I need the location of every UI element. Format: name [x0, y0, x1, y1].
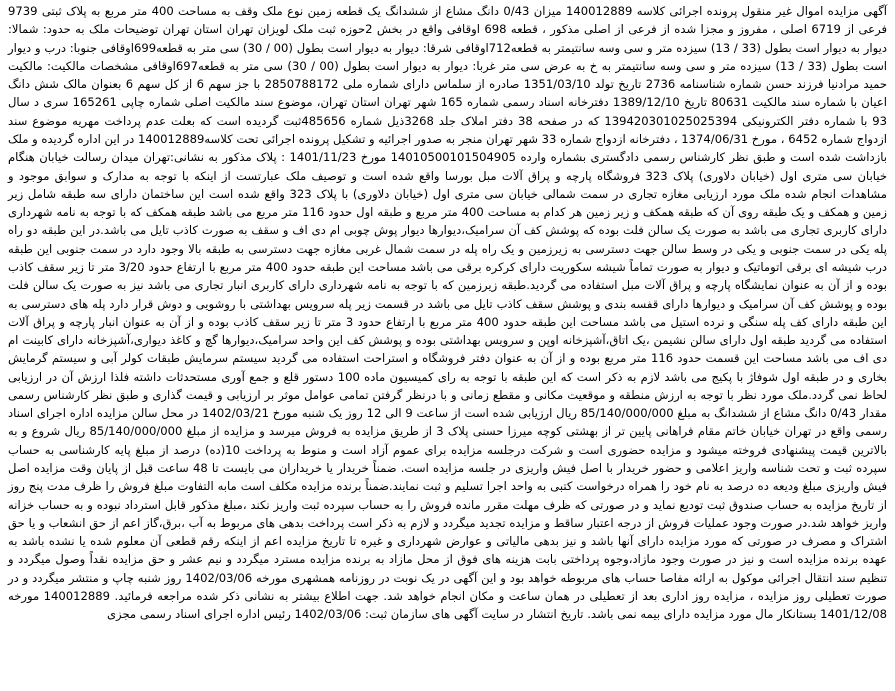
auction-notice-text: آگهی مزایده اموال غیر منقول پرونده اجرائی کلاسه 140012889 میزان 0/43 دانگ مشاع از ششدانگ یک قطعه زمین نوع ملک وقف به مساحت 400 متر مربع به پلاک ثبتی 9739 فرعی از 6719 اصلی ، مفروز و مجزا شده از فرعی از اصلی مذکور ، قطعه 698 اوقافی واقع در بخش 2حوزه ثبت ملک لویزان تهران استان تهران توضیحات ملک به حدود: شمالا: دیوار به دیوار است بطول (33 / 13) سیزده متر و سی وسه سانتیمتر به قطعه712اوقافی شرقا: دیوار به دیوار است بطول (00 / 30) سی متر به قطعه699اوقافی جنوبا: درب و دیوار است بطول (33 / 13) سیزده متر و سی وسه سانتیمتر به خ به عرض سی متر غربا: دیوار به دیوار است بطول (00 / 30) سی متر به قطعه697اوقافی مشخصات مالکیت: مالکیت حمید مرادنیا فرزند حسن شماره شناسنامه 2736 تاریخ تولد 1351/03/10 صادره از سلماس دارای شماره ملی 2850788172 با جز سهم 6 از کل سهم 6 بعنوان مالک شش دانگ اعیان با شماره سند مالکیت 80631 تاریخ 1389/12/10 دفترخانه اسناد رسمی شماره 165 شهر تهران استان تهران، موضوع سند مالکیت اصلی شماره چاپی 165261 سری د سال 93 با شماره دفتر الکترونیکی 139420301025025394 که در صفحه 38 دفتر املاک جلد 3268ذیل شماره 485656ثبت گردیده است که بعلت عدم پرداخت مهریه موضوع سند ازدواج شماره 6452 ، مورخ 1374/06/31 ، دفترخانه ازدواج شماره 33 شهر تهران منجر به صدور اجرائیه و تشکیل پرونده اجرائی تحت کلاسه140012889 در این اداره گردیده و ملک بازداشت شده است و طبق نظر کارشناس رسمی دادگستری بشماره وارده 14010500101504905 مورخ 1401/11/23 : پلاک مذکور به نشانی:تهران میدان رسالت خیابان هنگام خیابان سی متری اول (خیابان دلاوری) پلاک 323 فروشگاه پارچه و پراق آلات مبل بورسا واقع شده است و توصیف ملک عبارتست از اینکه با توجه به مدارک و سوابق موجود و مشاهدات انجام شده ملک مورد ارزیابی مغازه تجاری در سمت شمالی خیابان سی متری اول (خیابان دلاوری) با پلاک 323 واقع شده است این ساختمان دارای سه طبقه شامل زیر زمین و همکف و یک طبقه روی آن که طبقه همکف و زیر زمین هر کدام به مساحت 400 متر مربع و طبقه اول حدود 116 متر مربع می باشد طبقه همکف که با توجه به نامه شهرداری دارای کاربری تجاری می باشد به صورت یک سالن فلت بوده که پوشش کف آن سرامیک،دیوارها دیوار پوش چوبی ام دی اف و سقف به صورت کاذب تایل می باشد.در این طبقه دو راه پله یکی در سمت جنوبی و یکی در وسط سالن جهت دسترسی به زیرزمین و یک راه پله در سمت شمال غربی مغازه جهت دسترسی به طبقه بالا وجود دارد در سمت جنوبی این طبقه درب شیشه ای برقی اتوماتیک و دیوار به صورت تماماً شیشه سکوریت دارای کرکره برقی می باشد مساحت این طبقه حدود 400 متر مربع با ارتفاع حدود 3/20 متر تا زیر سقف کاذب بوده و از آن به عنوان نمایشگاه پارچه و پراق آلات مبل استفاده می گردید.طبقه زیرزمین که با توجه به نامه شهرداری دارای کاربری انبار تجاری می باشد نیز به صورت یک سالن فلت بوده و پوشش کف آن سرامیک و دیوارها دارای قفسه بندی و پوشش سقف کاذب تایل می باشد در قسمت زیر پله سرویس بهداشتی با روشویی و دوش قرار دارد پله های دسترسی به این طبقه دارای کف پله سنگی و نرده استیل می باشد مساحت این طبقه حدود 400 متر مربع با ارتفاع حدود 3 متر تا زیر سقف کاذب بوده و از آن به عنوان انبار پارچه و پراق آلات استفاده می گردید طبقه اول دارای سالن نشیمن ،یک اتاق،آشپزخانه اوپن و سرویس بهداشتی بوده و پوشش کف این واحد سرامیک،دیوارها گچ و کاغذ دیواری،آشپزخانه دارای کابینت ام دی اف می باشد مساحت این قسمت حدود 116 متر مربع بوده و از آن به عنوان دفتر فروشگاه و استراحت استفاده می گردید سیستم سرمایش طبقات کولر آبی و سیستم گرمایش بخاری و در طبقه اول شوفاژ با پکیج می باشد لازم به ذکر است که این طبقه با توجه به رای کمیسیون ماده 100 دستور قلع و جمع آوری مستحدثات داشته فلذا ارزش آن در ارزیابی لحاظ نمی گردد.ملک مورد نظر با توجه به ارزش منطقه و موقعیت مکانی و مقطع زمانی و با درنظر گرفتن تمامی عوامل موثر بر ارزیابی و قیمت گذاری و طبق نظر کارشناس رسمی مقدار 0/43 دانگ مشاع از ششدانگ به مبلغ 85/140/000/000 ریال ارزیابی شده است از ساعت 9 الی 12 روز یک شنبه مورخ 1402/03/21 در محل سالن مزایده اداره اجرای اسناد رسمی واقع در تهران خیابان خاتم مقام فراهانی پایین تر از بهشتی کوچه میرزا حسنی پلاک 3 از طریق مزایده به فروش میرسد و مزایده از مبلغ 85/140/000/000 ریال شروع و به بالاترین قیمت پیشنهادی فروخته میشود و مزایده حضوری است و شرکت درجلسه مزایده برای عموم آزاد است و منوط به پرداخت 10(ده) درصد از مبلغ پایه کارشناسی به حساب سپرده ثبت و تحت شناسه واریز اعلامی و حضور خریدار با اصل فیش واریزی در جلسه مزایده است. ضمناً خریدار یا خریداران می بایست تا 48 ساعت قبل از پایان وقت مزایده اصل فیش واریزی مبلغ ودیعه ده درصد به نام خود را همراه درخواست کتبی به واحد اجرا تسلیم و ثبت نمایند.ضمناً برنده مزایده مکلف است مابه التفاوت مبلغ فروش را ظرف مدت پنج روز از تاریخ مزایده به حساب صندوق ثبت تودیع نماید و در صورتی که ظرف مهلت مقرر مانده فروش را به حساب سپرده ثبت واریز نکند ،مبلغ مذکور قابل استرداد نبوده و به حساب خزانه واریز خواهد شد.در صورت وجود عملیات فروش از درجه اعتبار ساقط و مزایده تجدید میگردد و لازم به ذکر است پرداخت بدهی های مربوط به آب ،برق،گاز اعم از حق انشعاب و یا حق اشتراک و مصرف در صورتی که مورد مزایده دارای آنها باشد و نیز بدهی مالیاتی و عوارض شهرداری و غیره تا تاریخ مزایده اعم از اینکه رقم قطعی آن معلوم شده یا نشده باشد به عهده برنده مزایده است و نیز در صورت وجود مازاد،وجوه پرداختی بابت هزینه های فوق از محل مازاد به برنده مزایده مسترد میگردد و نیم عشر و حق مزایده نقداً وصول میگردد و تنظیم سند انتقال اجرائی موکول به ارائه مفاصا حساب های مربوطه خواهد بود و این آگهی در یک نوبت در روزنامه همشهری مورخه 1402/03/06 روز شنبه چاپ و منتشر میگردد و در صورت تعطیلی روز مزایده ، مزایده روز اداری بعد از تعطیلی در همان ساعت و مکان انجام خواهد شد. جهت اطلاع بیشتر به نشانی ذکر شده مراجعه فرمائید. 140012889 مورخه 1401/12/08 بستانکار مال مورد مزایده دارای بیمه نمی باشد. تاریخ انتشار در سایت آگهی های سازمان ثبت: 1402/03/06 رئیس اداره اجرای اسناد رسمی مجزی: [8, 4, 888, 622]
